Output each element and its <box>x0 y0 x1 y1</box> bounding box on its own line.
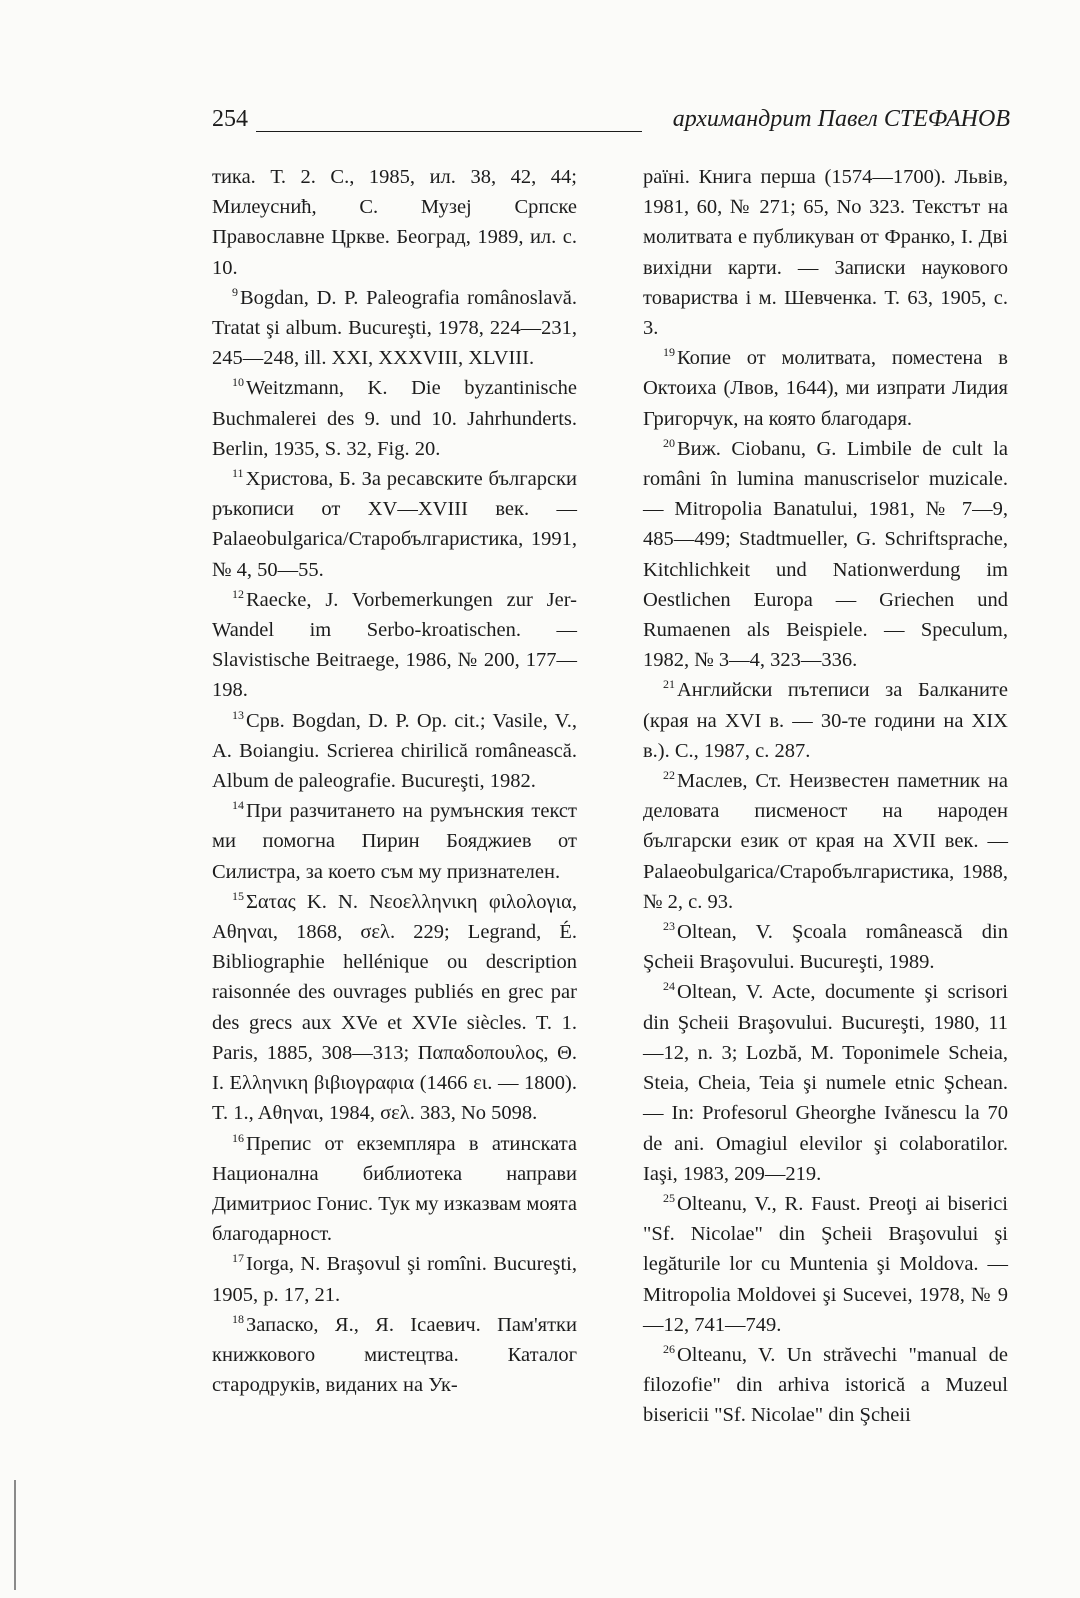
footnote <box>212 373 577 464</box>
footnote <box>212 1129 577 1250</box>
footnote-text: Oltean, V. Şcoala românească din Şcheii Braşovului. Bucureşti, 1989. <box>643 921 1008 974</box>
footnote-text: Христова, Б. За ресавските български ръкописи от XV—XVIII век. — Palaeobulgarica/Старобългаристика, 1991, № 4, 50—55. <box>212 468 577 581</box>
footnote-number: 10 <box>232 375 244 390</box>
footnote-text: Bogdan, D. P. Paleografia românoslavă. Tratat şi album. Bucureşti, 1978, 224—231, 245—248, ill. XXI, XXXVIII, XLVIII. <box>212 286 577 370</box>
footnote <box>212 706 577 797</box>
footnote <box>212 887 577 1129</box>
footnote-text: Olteanu, V., R. Faust. Preoţi ai bisericі "Sf. Nicolae" din Şcheii Braşovului şi legăturile lor cu Muntenia şi Moldova. — Mitropolia Moldovei şi Sucevei, 1978, № 9—12, 741—749. <box>643 1192 1008 1336</box>
footnote <box>643 977 1008 1188</box>
footnote-text: Oltean, V. Acte, documente şi scrisori din Şcheii Braşovului. Bucureşti, 1980, 11—12, n. 3; Lozbă, M. Toponimele Scheia, Steia, Cheia, Teia şi numele etnic Şchean. — In: Profesorul Gheorghe Ivănescu la 70 de ani. Omagiul elevilor şi colaboratilor. Iaşi, 1983, 209—219. <box>643 981 1008 1185</box>
footnote-text: Препис от екземпляра в атинската Национална библиотека направи Димитриос Гонис. Тук му изказвам моята благодарност. <box>212 1132 577 1246</box>
footnote-number: 14 <box>232 798 244 813</box>
footnote-number: 18 <box>232 1311 244 1326</box>
footnote-text: Σατας Κ. Ν. Νεοελληνικη φιλολογια, Αθηναι, 1868, σελ. 229; Legrand, É. Bibliographie hellénique ou description raisonnée des ouvrages publiés en grec par des grecs aux XVe et XVIe siècles. T. 1. Paris, 1885, 308—313; Παπαδοπουλος, Θ. Ι. Ελληνικη βιβιογραφια (1466 ει. — 1800). Τ. 1., Αθηναι, 1984, σελ. 383, No 5098. <box>212 890 577 1125</box>
footnote-number: 19 <box>663 345 675 360</box>
footnote-text: При разчитането на румънския текст ми помогна Пирин Бояджиев от Силистра, за което съм му признателен. <box>212 800 577 883</box>
footnote-text: Weitzmann, K. Die byzantinische Buchmalerei des 9. und 10. Jahrhunderts. Berlin, 1935, S. 32, Fig. 20. <box>212 377 577 460</box>
footnote-text: Маслев, Ст. Неизвестен паметник на деловата писменост на народен български език от края на XVII век. — Palaeobulgarica/Старобългаристика, 1988, № 2, с. 93. <box>643 770 1008 913</box>
running-title: архимандрит Павел СТЕФАНОВ <box>672 106 1010 132</box>
footnote <box>643 766 1008 917</box>
footnote-number: 20 <box>663 435 675 450</box>
footnote <box>212 796 577 887</box>
footnote <box>212 162 577 283</box>
footnote <box>212 283 577 374</box>
footnote-text: Копие от молитвата, поместена в Октоиха (Лвов, 1644), ми изпрати Лидия Григорчук, на която благодаря. <box>643 347 1008 430</box>
footnote <box>643 1340 1008 1431</box>
footnote-number: 24 <box>663 979 675 994</box>
footnote-number: 17 <box>232 1251 244 1266</box>
footnote-text: тика. Т. 2. С., 1985, ил. 38, 42, 44; Милеусниħ, С. Музеј Српске Православне Цркве. Београд, 1989, ил. с. 10. <box>212 166 577 279</box>
page-number: 254 <box>212 106 248 132</box>
footnote-number: 9 <box>232 284 238 299</box>
footnote <box>643 434 1008 676</box>
page-header <box>212 102 1010 142</box>
right-column <box>643 162 1008 1431</box>
footnote-text: раїні. Книга перша (1574—1700). Львів, 1981, 60, № 271; 65, No 323. Текстът на молитвата е публикуван от Франко, І. Дві вихідни карти. — Записки наукового товариства і м. Шевченка. Т. 63, 1905, с. 3. <box>643 166 1008 340</box>
footnote <box>212 1310 577 1401</box>
header-rule <box>256 131 642 132</box>
footnote-number: 12 <box>232 586 244 601</box>
footnote-text: Срв. Bogdan, D. P. Op. cit.; Vasile, V., A. Boiangiu. Scrierea chirilică românească. Album de paleografie. Bucureşti, 1982. <box>212 709 577 793</box>
footnote <box>212 585 577 706</box>
footnote <box>643 343 1008 434</box>
scan-margin-mark <box>14 1480 16 1590</box>
footnote <box>212 1249 577 1309</box>
footnote <box>643 675 1008 766</box>
footnote <box>212 464 577 585</box>
footnote-text: Iorga, N. Braşovul şi romîni. Bucureşti, 1905, p. 17, 21. <box>212 1253 577 1306</box>
footnote-text: Запаско, Я., Я. Ісаевич. Пам'ятки книжкового мистецтва. Каталог стародруків, виданих на Ук- <box>212 1313 577 1397</box>
footnote-number: 26 <box>663 1341 675 1356</box>
footnote-text: Raecke, J. Vorbemerkungen zur Jer-Wandel im Serbo-kroatischen. — Slavistische Beitraege, 1986, № 200, 177—198. <box>212 588 577 702</box>
footnote-number: 16 <box>232 1130 244 1145</box>
footnote-number: 11 <box>232 466 244 481</box>
footnote <box>643 1189 1008 1340</box>
footnote-number: 15 <box>232 888 244 903</box>
footnote <box>643 162 1008 343</box>
footnote-number: 25 <box>663 1190 675 1205</box>
footnote-number: 22 <box>663 768 675 783</box>
footnote <box>643 917 1008 977</box>
footnote-number: 13 <box>232 707 244 722</box>
left-column <box>212 162 577 1400</box>
footnote-text: Olteanu, V. Un străvechi "manual de filozofie" din arhiva istorică a Muzeul bisericii "Sf. Nicolae" din Şcheii <box>643 1343 1008 1427</box>
footnote-number: 23 <box>663 919 675 934</box>
footnote-text: Виж. Ciobanu, G. Limbile de cult la români în lumina manuscriselor muzicale. — Mitropolia Banatului, 1981, № 7—9, 485—499; Stadtmueller, G. Schriftsprache, Kitchlichkeit und Nationwerdung im Oestlichen Europa — Griechen und Rumaenen als Beispiele. — Speculum, 1982, № 3—4, 323—336. <box>643 437 1008 672</box>
footnote-text: Английски пътеписи за Балканите (края на XVI в. — 30-те години на XIX в.). С., 1987, с. 287. <box>643 679 1008 762</box>
footnote-number: 21 <box>663 677 675 692</box>
